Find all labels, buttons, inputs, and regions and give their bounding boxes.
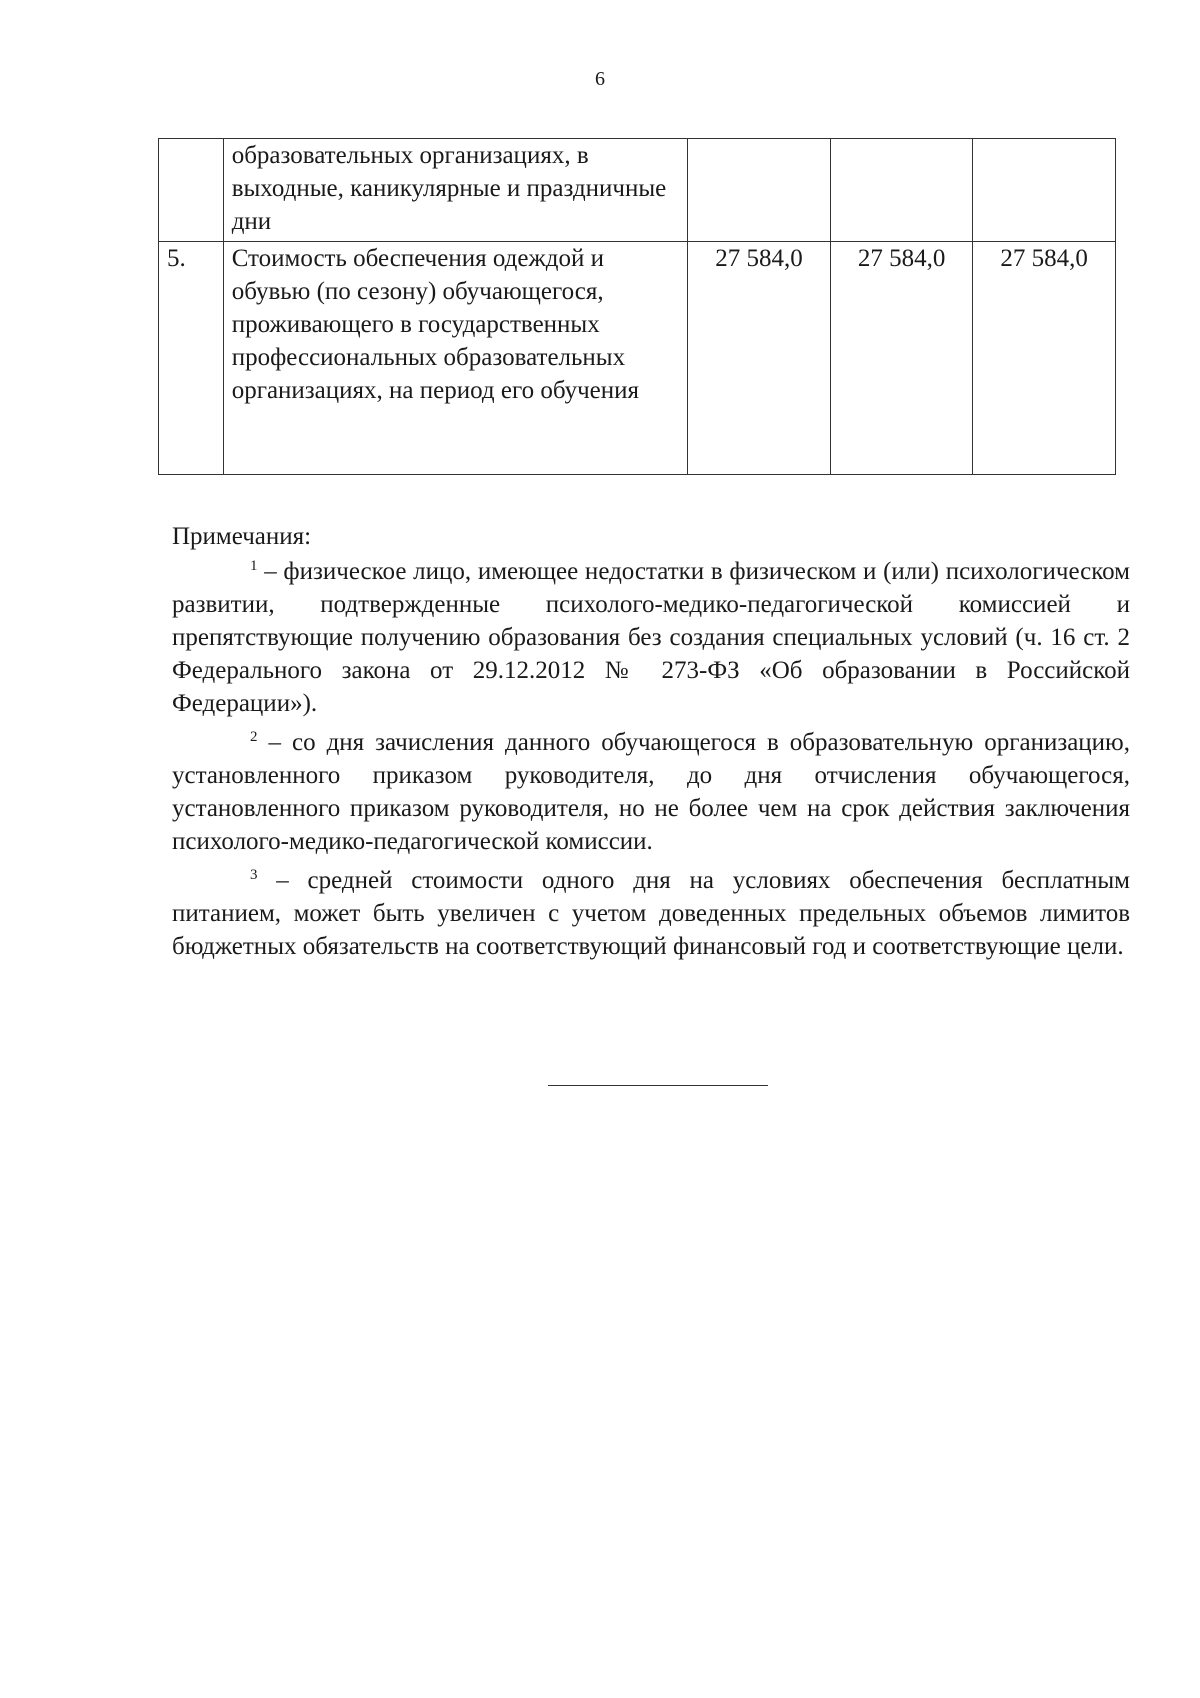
closing-divider-line <box>548 1085 768 1086</box>
value-cell-3: 27 584,0 <box>973 242 1116 475</box>
cost-table <box>158 138 1116 475</box>
value-cell-1: 27 584,0 <box>688 242 831 475</box>
note-marker: 1 <box>250 558 258 574</box>
note-text: – физическое лицо, имеющее недостатки в физическом и (или) психологическом развитии, подтвержденные психолого-медико-педагогической комиссией и препятствующие получению образования без создания специальных условий (ч. 16 ст. 2 Федерального закона от 29.12.2012 № 273-ФЗ «Об образовании в Российской Федерации»). <box>172 558 1130 717</box>
row-number-cell <box>159 139 224 242</box>
row-description-cell: образовательных организациях, в выходные, каникулярные и праздничные дни <box>223 139 687 242</box>
page-number: 6 <box>595 68 605 90</box>
row-number-cell: 5. <box>159 242 224 475</box>
row-description-cell: Стоимость обеспечения одеждой и обувью (по сезону) обучающегося, проживающего в государственных профессиональных образовательных организациях, на период его обучения <box>223 242 687 475</box>
table-row <box>159 242 1116 475</box>
value-cell-2 <box>830 139 973 242</box>
note-text: – со дня зачисления данного обучающегося в образовательную организацию, установленного приказом руководителя, до дня отчисления обучающегося, установленного приказом руководителя, но не более чем на срок действия заключения психолого-медико-педагогической комиссии. <box>172 729 1130 855</box>
note-item <box>172 555 1130 720</box>
value-cell-1 <box>688 139 831 242</box>
note-item <box>172 726 1130 858</box>
note-marker: 2 <box>250 729 258 745</box>
value-cell-3 <box>973 139 1116 242</box>
notes-section <box>172 520 1130 969</box>
value-cell-2: 27 584,0 <box>830 242 973 475</box>
table-row <box>159 139 1116 242</box>
notes-title: Примечания: <box>172 523 312 550</box>
note-item <box>172 864 1130 963</box>
note-text: – средней стоимости одного дня на условиях обеспечения бесплатным питанием, может быть увеличен с учетом доведенных предельных объемов лимитов бюджетных обязательств на соответствующий финансовый год и соответствующие цели. <box>172 867 1130 960</box>
note-marker: 3 <box>250 867 258 883</box>
